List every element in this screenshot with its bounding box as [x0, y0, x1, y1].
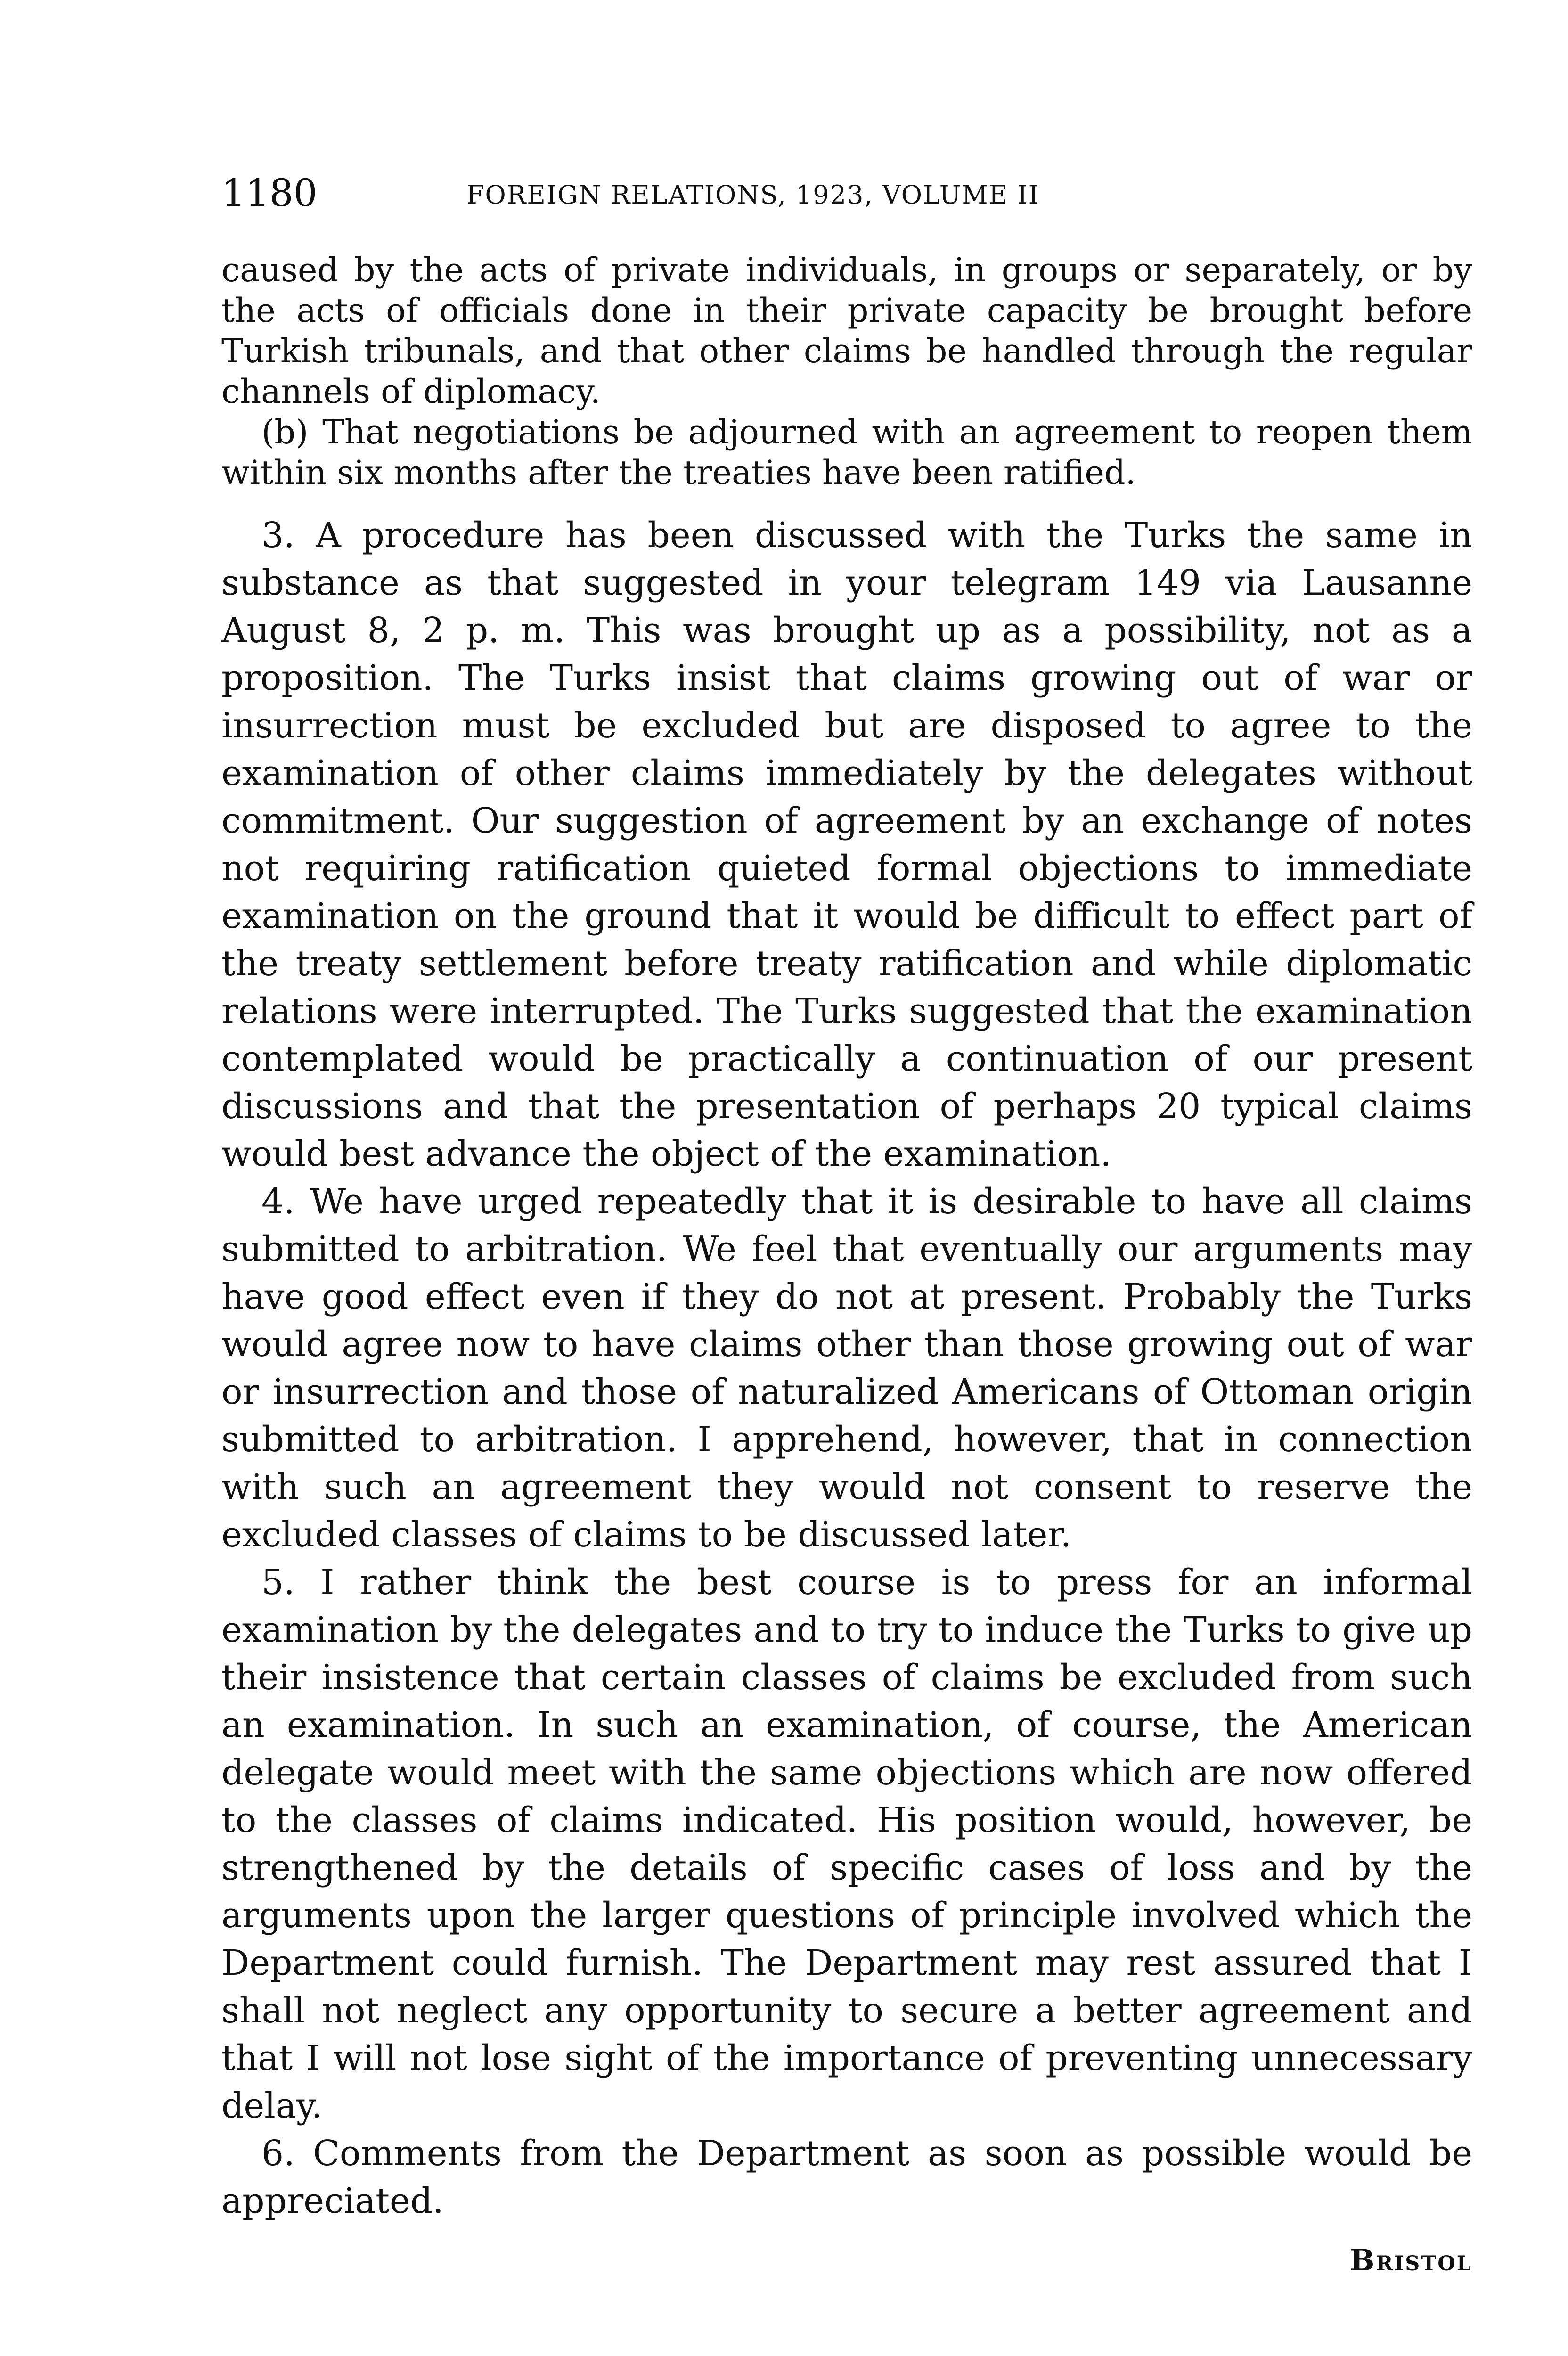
paragraph-item-b: (b) That negotiations be adjourned with an agreement to reopen them within six months after the treaties have been ratified. — [221, 413, 1472, 492]
running-head — [221, 170, 1472, 221]
document-page — [221, 170, 1472, 2282]
paragraph-3: 3. A procedure has been discussed with the Turks the same in substance as that suggested in your telegram 149 via Lausanne August 8, 2 p. m. This was brought up as a possibility, not as a proposition. The Turks insist that claims growing out of war or insurrection must be excluded but are disposed to agree to the examination of other claims immediately by the delegates without commitment. Our suggestion of agreement by an exchange of notes not requiring ratification quieted formal objections to immediate examination on the ground that it would be difficult to effect part of the treaty settlement before treaty ratification and while diplomatic relations were interrupted. The Turks suggested that the examination contemplated would be practically a continuation of our present discussions and that the presentation of perhaps 20 typical claims would best advance the object of the examination. — [221, 515, 1472, 1174]
paragraph-6: 6. Comments from the Department as soon as possible would be appreciated. — [221, 2133, 1472, 2221]
page-number: 1180 — [221, 171, 318, 215]
signature: Bristol — [1350, 2243, 1472, 2277]
paragraph-4: 4. We have urged repeatedly that it is desirable to have all claims submitted to arbitration. We feel that eventually our arguments may have good effect even if they do not at present. Probably the Turks would agree now to have claims other than those growing out of war or insurrection and those of naturalized Americans of Ottoman origin submitted to arbitration. I apprehend, however, that in connection with such an agreement they would not consent to reserve the excluded classes of claims to be discussed later. — [221, 1181, 1472, 1555]
paragraph-continuation: caused by the acts of private individuals, in groups or separately, or by the acts of officials done in their private capacity be brought before Turkish tribunals, and that other claims be handled through the regular channels of diplomacy. — [221, 251, 1472, 411]
paragraph-5: 5. I rather think the best course is to press for an informal examination by the delegates and to try to induce the Turks to give up their insistence that certain classes of claims be excluded from such an examination. In such an examination, of course, the American delegate would meet with the same objections which are now offered to the classes of claims indicated. His position would, however, be strengthened by the details of specific cases of loss and by the arguments upon the larger questions of principle involved which the Department could furnish. The Department may rest assured that I shall not neglect any opportunity to secure a better agreement and that I will not lose sight of the importance of preventing unnecessary delay. — [221, 1562, 1472, 2126]
running-head-title: FOREIGN RELATIONS, 1923, VOLUME II — [466, 180, 1039, 210]
